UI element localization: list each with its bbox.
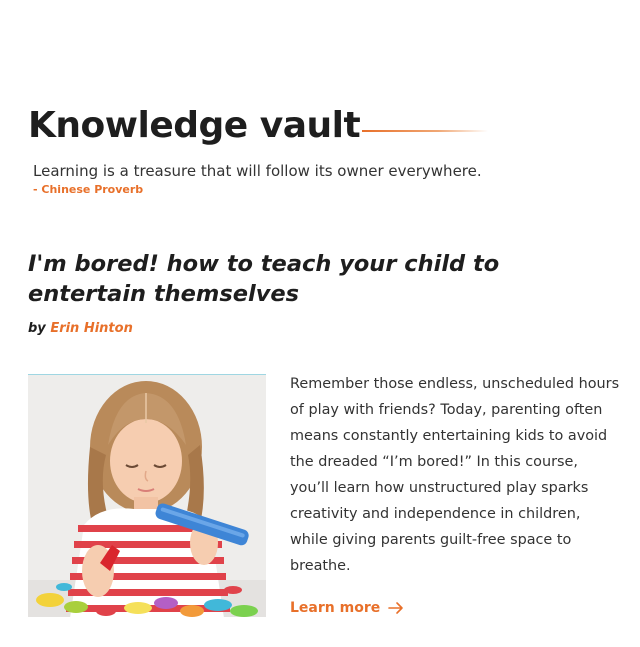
quote-text: Learning is a treasure that will follow its owner everywhere.: [33, 162, 482, 180]
arrow-right-icon: [388, 601, 404, 615]
author-link[interactable]: Erin Hinton: [50, 321, 133, 336]
article-byline: [28, 320, 133, 338]
page-title: Knowledge vault: [28, 105, 361, 146]
learn-more-label: Learn more: [290, 600, 381, 616]
byline-prefix: by: [28, 321, 46, 336]
child-playing-with-clay-photo: [28, 375, 266, 617]
title-divider: [362, 130, 488, 132]
learn-more-link[interactable]: [290, 597, 404, 619]
article-title[interactable]: I'm bored! how to teach your child to entertain themselves: [28, 251, 500, 307]
quote-author: - Chinese Proverb: [33, 183, 144, 196]
article-image[interactable]: [28, 374, 266, 617]
article-body: Remember those endless, unscheduled hours of play with friends? Today, parenting often means constantly entertaining kids to avoid the dreaded “I’m bored!” In this course, you’ll learn how unstructured play sparks creativity and independence in children, while giving parents guilt-free space to breathe.: [290, 376, 620, 574]
